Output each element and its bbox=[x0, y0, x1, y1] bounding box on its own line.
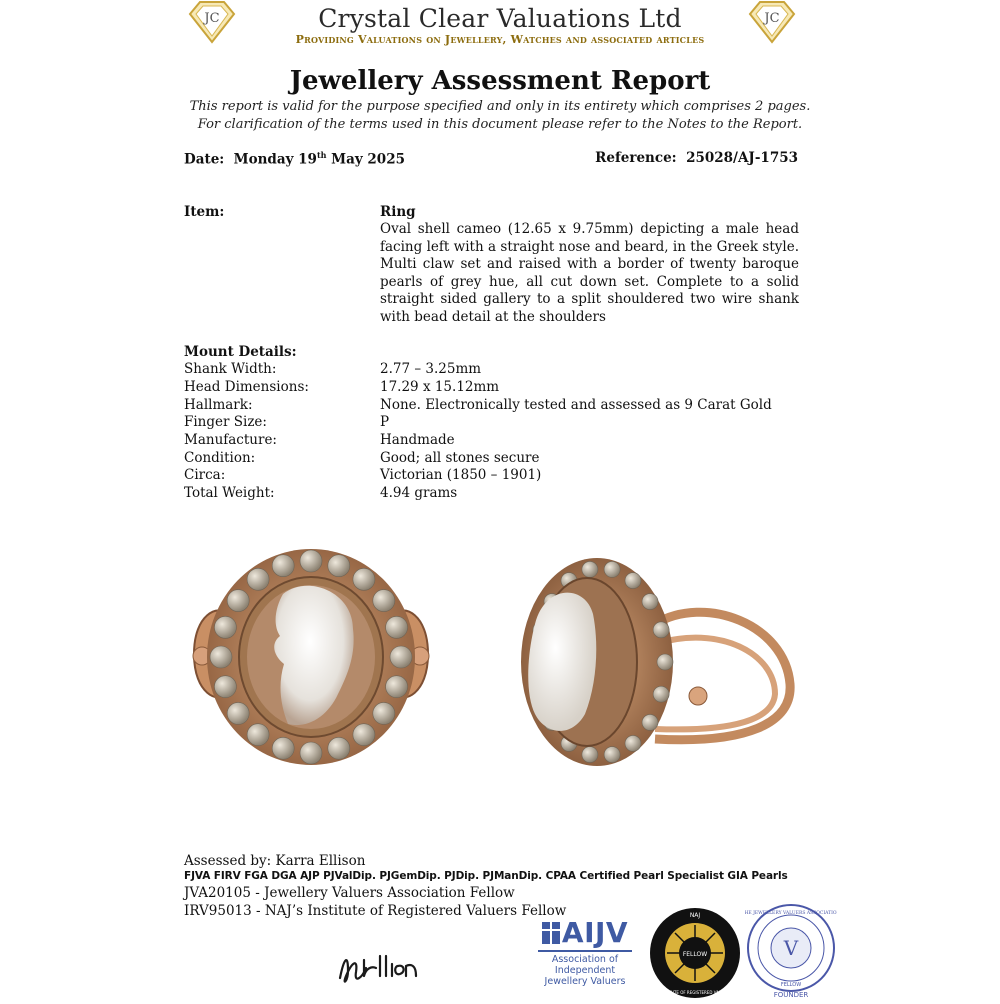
pearl-bead bbox=[227, 590, 249, 612]
pearl-bead bbox=[328, 737, 350, 759]
detail-row-circa bbox=[184, 467, 804, 485]
pearl-bead bbox=[642, 594, 658, 610]
detail-row-shank-width bbox=[184, 361, 804, 379]
report-title: Jewellery Assessment Report bbox=[289, 66, 711, 96]
pearl-bead bbox=[214, 676, 236, 698]
detail-row-hallmark bbox=[184, 397, 804, 415]
pearl-bead bbox=[272, 737, 294, 759]
item-title: Ring bbox=[380, 204, 416, 220]
jva-fellow-seal bbox=[745, 902, 837, 1000]
detail-value: None. Electronically tested and assessed as 9 Carat Gold bbox=[380, 397, 772, 413]
jva-ring-text: THE JEWELLERY VALUERS ASSOCIATION bbox=[745, 911, 837, 916]
irv-membership: IRV95013 - NAJ’s Institute of Registered Valuers Fellow bbox=[184, 903, 567, 919]
detail-value: 2.77 – 3.25mm bbox=[380, 361, 482, 377]
pearl-bead bbox=[642, 714, 658, 730]
pearl-bead bbox=[625, 573, 641, 589]
pearl-bead bbox=[653, 686, 669, 702]
report-reference bbox=[595, 150, 798, 166]
jva-bottom-text: FOUNDER bbox=[773, 991, 809, 999]
assessor-qualifications: FJVA FIRV FGA DGA AJP PJValDip. PJGemDip. PJDip. PJManDip. CPAA Certified Pearl Specialist GIA Pearls bbox=[184, 870, 788, 882]
pearl-bead bbox=[210, 646, 232, 668]
jva-membership: JVA20105 - Jewellery Valuers Association Fellow bbox=[184, 885, 515, 901]
pearl-bead bbox=[272, 555, 294, 577]
detail-key: Shank Width: bbox=[184, 361, 277, 377]
reference-label: Reference: bbox=[595, 150, 677, 166]
detail-value: Victorian (1850 – 1901) bbox=[380, 467, 542, 483]
ring-side-photo bbox=[505, 554, 800, 768]
detail-key: Head Dimensions: bbox=[184, 379, 309, 395]
detail-value: Good; all stones secure bbox=[380, 450, 540, 466]
detail-row-condition bbox=[184, 450, 804, 468]
report-disclaimer: This report is valid for the purpose specified and only in its entirety which comprises 2 pages. For clarification of the terms used in this document please refer to the Notes to the Report. bbox=[189, 99, 811, 132]
item-label: Item: bbox=[184, 204, 225, 220]
logo-left-monogram: JC bbox=[204, 11, 220, 26]
aijv-line-2: Independent bbox=[554, 965, 616, 976]
date-day: Monday 19 bbox=[233, 151, 317, 168]
detail-key: Condition: bbox=[184, 450, 256, 466]
reference-value: 25028/AJ-1753 bbox=[686, 150, 798, 166]
pearl-bead bbox=[582, 747, 598, 763]
detail-key: Hallmark: bbox=[184, 397, 253, 413]
pearl-bead bbox=[214, 616, 236, 638]
pearl-bead bbox=[657, 654, 673, 670]
assessed-by: Assessed by: Karra Ellison bbox=[184, 853, 366, 869]
date-rest: May 2025 bbox=[326, 151, 405, 168]
aijv-grid-icon bbox=[542, 920, 560, 942]
detail-key: Finger Size: bbox=[184, 414, 267, 430]
pearl-bead bbox=[653, 622, 669, 638]
detail-key: Circa: bbox=[184, 467, 226, 483]
date-label: Date: bbox=[184, 151, 225, 168]
mount-details-heading: Mount Details: bbox=[184, 344, 297, 360]
naj-fellow-seal bbox=[648, 906, 742, 1000]
detail-row-manufacture bbox=[184, 432, 804, 450]
aijv-badge bbox=[532, 918, 638, 993]
aijv-divider bbox=[538, 950, 632, 952]
report-date bbox=[184, 150, 405, 168]
detail-value: 4.94 grams bbox=[380, 485, 458, 501]
aijv-line-3: Jewellery Valuers bbox=[544, 976, 626, 987]
jva-center-letter: V bbox=[783, 936, 799, 960]
pearl-bead bbox=[604, 747, 620, 763]
company-name: Crystal Clear Valuations Ltd bbox=[318, 4, 682, 33]
company-tagline: Providing Valuations on Jewellery, Watches and associated articles bbox=[295, 33, 705, 46]
assessor-signature bbox=[336, 948, 426, 988]
pearl-bead bbox=[386, 676, 408, 698]
pearl-bead bbox=[227, 702, 249, 724]
aijv-logo-mark bbox=[532, 918, 638, 948]
naj-ring-text: INSTITUTE OF REGISTERED VALUERS bbox=[658, 990, 732, 995]
pearl-bead bbox=[390, 646, 412, 668]
pearl-bead bbox=[353, 568, 375, 590]
pearl-bead bbox=[328, 555, 350, 577]
pearl-bead bbox=[300, 550, 322, 572]
pearl-bead bbox=[247, 568, 269, 590]
jva-fellow-text: FELLOW bbox=[780, 982, 802, 988]
pearl-bead bbox=[353, 724, 375, 746]
logo-right-monogram: JC bbox=[764, 11, 780, 26]
detail-row-head-dimensions bbox=[184, 379, 804, 397]
pearl-bead bbox=[247, 724, 269, 746]
pearl-bead bbox=[582, 561, 598, 577]
detail-row-finger-size bbox=[184, 414, 804, 432]
detail-value: 17.29 x 15.12mm bbox=[380, 379, 500, 395]
aijv-text: AIJV bbox=[561, 916, 629, 949]
pearl-bead bbox=[373, 702, 395, 724]
date-suffix: th bbox=[316, 150, 327, 160]
pearl-bead bbox=[300, 742, 322, 764]
naj-top-text: NAJ bbox=[689, 912, 701, 919]
pearl-bead bbox=[604, 561, 620, 577]
detail-value: Handmade bbox=[380, 432, 455, 448]
pearl-bead bbox=[625, 735, 641, 751]
pearl-bead bbox=[373, 590, 395, 612]
detail-row-total-weight bbox=[184, 485, 804, 503]
detail-key: Total Weight: bbox=[184, 485, 275, 501]
detail-key: Manufacture: bbox=[184, 432, 277, 448]
detail-value: P bbox=[380, 414, 390, 430]
ring-front-photo bbox=[188, 544, 434, 770]
pearl-bead bbox=[386, 616, 408, 638]
aijv-line-1: Association of bbox=[551, 954, 619, 965]
item-description: Oval shell cameo (12.65 x 9.75mm) depicting a male head facing left with a straight nose and beard, in the Greek style. Multi claw set and raised with a border of twenty baroque pearls of grey hue, all cut down set. Complete to a solid straight sided gallery to a split shouldered two wire shank with bead detail at the shoulders bbox=[380, 221, 799, 325]
naj-center-text: FELLOW bbox=[682, 951, 708, 958]
